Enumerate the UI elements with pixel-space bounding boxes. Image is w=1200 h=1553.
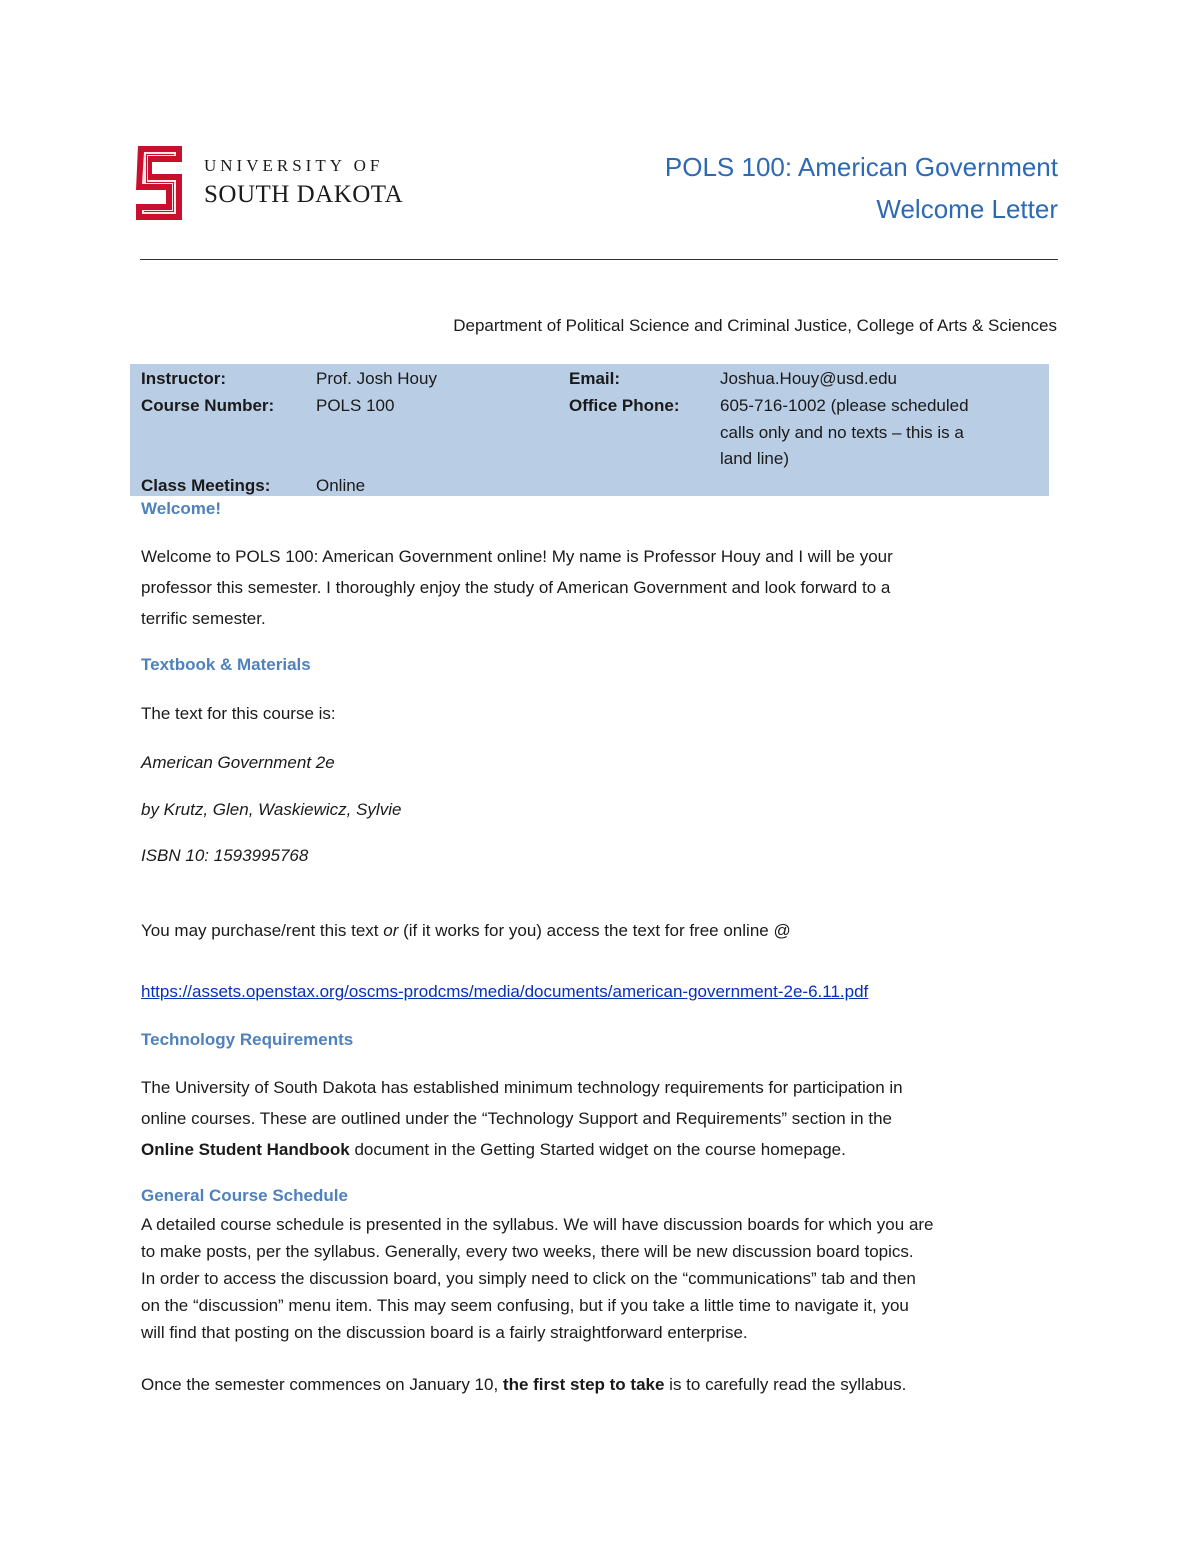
schedule-line: on the “discussion” menu item. This may seem confusing, but if you take a little time to navigate it, you (141, 1296, 909, 1315)
technology-heading: Technology Requirements (141, 1030, 354, 1049)
welcome-line: professor this semester. I thoroughly enjoy the study of American Government and look forward to a (141, 578, 891, 597)
instructor-label: Instructor: (141, 369, 226, 388)
textbook-url-link[interactable]: https://assets.openstax.org/oscms-prodcms/media/documents/american-government-2e-6.11.pdf (141, 982, 869, 1001)
usd-logo-mark-icon (128, 140, 190, 226)
textbook-url-line (141, 976, 1051, 1007)
technology-paragraph (141, 1072, 1051, 1165)
class-meetings-value: Online (316, 476, 366, 495)
header-divider (140, 259, 1058, 260)
office-phone-line1: 605-716-1002 (please scheduled (720, 396, 969, 415)
textbook-heading: Textbook & Materials (141, 655, 311, 674)
purchase-line (141, 915, 1051, 946)
textbook-title: American Government 2e (141, 753, 335, 772)
welcome-heading: Welcome! (141, 499, 221, 518)
schedule-paragraph (141, 1211, 1051, 1346)
first-step-before: Once the semester commences on January 10, (141, 1375, 503, 1394)
schedule-heading: General Course Schedule (141, 1186, 348, 1205)
schedule-line: A detailed course schedule is presented in the syllabus. We will have discussion boards for which you are (141, 1215, 934, 1234)
welcome-line: terrific semester. (141, 609, 266, 628)
textbook-intro: The text for this course is: (141, 704, 336, 723)
welcome-line: Welcome to POLS 100: American Government online! My name is Professor Houy and I will be your (141, 547, 893, 566)
technology-line: The University of South Dakota has established minimum technology requirements for participation in (141, 1078, 903, 1097)
office-phone-label: Office Phone: (569, 396, 680, 415)
first-step-line (141, 1369, 1051, 1400)
purchase-text-before: You may purchase/rent this text (141, 921, 384, 940)
textbook-authors: by Krutz, Glen, Waskiewicz, Sylvie (141, 800, 402, 819)
course-number-value: POLS 100 (316, 396, 395, 415)
email-value[interactable]: Joshua.Houy@usd.edu (720, 369, 897, 388)
office-phone-line2: calls only and no texts – this is a (720, 423, 964, 442)
welcome-paragraph (141, 541, 1051, 634)
schedule-line: to make posts, per the syllabus. Generally, every two weeks, there will be new discussion board topics. (141, 1242, 914, 1261)
instructor-value: Prof. Josh Houy (316, 369, 437, 388)
email-label: Email: (569, 369, 621, 388)
technology-line-3 (141, 1134, 1051, 1165)
logo-university-of: UNIVERSITY OF (204, 156, 384, 175)
purchase-text-after: (if it works for you) access the text for free online @ (398, 921, 791, 940)
department-line: Department of Political Science and Criminal Justice, College of Arts & Sciences (453, 316, 1057, 335)
logo-south-dakota: SOUTH DAKOTA (204, 181, 404, 208)
usd-logo (128, 140, 403, 226)
schedule-line: will find that posting on the discussion board is a fairly straightforward enterprise. (141, 1323, 748, 1342)
title-course: POLS 100: American Government (664, 152, 1058, 182)
course-number-label: Course Number: (141, 396, 275, 415)
technology-line-rest: document in the Getting Started widget on the course homepage. (349, 1140, 846, 1159)
handbook-name: Online Student Handbook (141, 1140, 350, 1159)
schedule-line: In order to access the discussion board, you simply need to click on the “communications” tab and then (141, 1269, 916, 1288)
class-meetings-label: Class Meetings: (141, 476, 271, 495)
document-title (665, 147, 1058, 229)
first-step-after: is to carefully read the syllabus. (664, 1375, 907, 1394)
purchase-text-or: or (383, 921, 399, 940)
technology-line: online courses. These are outlined under the “Technology Support and Requirements” section in the (141, 1109, 892, 1128)
first-step-emphasis: the first step to take (502, 1375, 665, 1394)
office-phone-line3: land line) (720, 449, 789, 468)
textbook-isbn: ISBN 10: 1593995768 (141, 846, 309, 865)
course-info-table (130, 364, 1049, 496)
title-welcome-letter: Welcome Letter (876, 194, 1058, 224)
